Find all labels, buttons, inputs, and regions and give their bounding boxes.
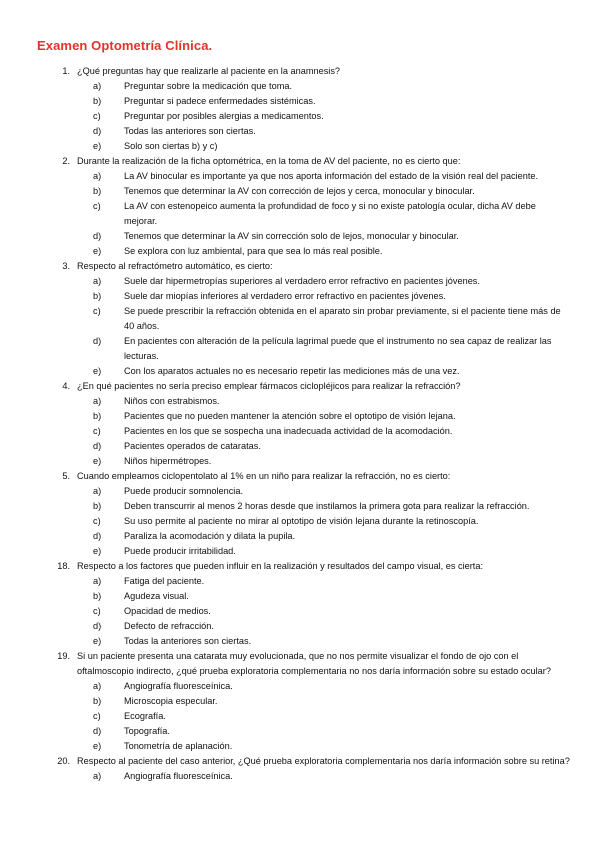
- option-letter: b): [93, 591, 102, 601]
- option-letter: d): [93, 126, 102, 136]
- answer-option: [77, 499, 570, 514]
- option-text: Con los aparatos actuales no es necesario repetir las mediciones más de una vez.: [124, 366, 460, 376]
- question-item: [37, 649, 570, 754]
- answer-option: [77, 109, 570, 124]
- option-text: Angiografía fluoresceínica.: [124, 681, 233, 691]
- option-list: [77, 169, 570, 259]
- option-letter: c): [93, 306, 101, 316]
- question-item: [37, 259, 570, 379]
- option-letter: a): [93, 81, 102, 91]
- option-text: Se puede prescribir la refracción obtenida en el aparato sin probar previamente, si el paciente tiene más de 40 años.: [124, 306, 561, 331]
- option-letter: b): [93, 291, 102, 301]
- option-text: Puede producir irritabilidad.: [124, 546, 236, 556]
- question-list: [37, 64, 570, 784]
- question-text: Respecto al paciente del caso anterior, ¿Qué prueba exploratoria complementaria nos daría información sobre su retina?: [77, 756, 570, 766]
- option-text: Todas las anteriores son ciertas.: [124, 126, 256, 136]
- option-letter: e): [93, 546, 102, 556]
- option-letter: d): [93, 726, 102, 736]
- answer-option: [77, 769, 570, 784]
- question-body: [77, 154, 570, 259]
- option-text: Su uso permite al paciente no mirar al optotipo de visión lejana durante la retinoscopía.: [124, 516, 479, 526]
- option-letter: e): [93, 141, 102, 151]
- answer-option: [77, 409, 570, 424]
- question-text: ¿En qué pacientes no sería preciso emplear fármacos ciclopléjicos para realizar la refracción?: [77, 381, 461, 391]
- question-number: 3.: [62, 261, 70, 271]
- answer-option: [77, 394, 570, 409]
- question-number: 2.: [62, 156, 70, 166]
- option-text: Niños con estrabismos.: [124, 396, 220, 406]
- answer-option: [77, 619, 570, 634]
- question-body: [77, 64, 570, 154]
- option-letter: c): [93, 516, 101, 526]
- option-text: Suele dar miopías inferiores al verdadero error refractivo en pacientes jóvenes.: [124, 291, 446, 301]
- question-number: 18.: [57, 561, 70, 571]
- option-letter: c): [93, 111, 101, 121]
- option-letter: d): [93, 231, 102, 241]
- option-text: Tenemos que determinar la AV sin corrección solo de lejos, monocular y binocular.: [124, 231, 459, 241]
- question-number: 20.: [57, 756, 70, 766]
- option-text: Pacientes en los que se sospecha una inadecuada actividad de la acomodación.: [124, 426, 453, 436]
- answer-option: [77, 169, 570, 184]
- question-item: [37, 379, 570, 469]
- question-body: [77, 379, 570, 469]
- answer-option: [77, 589, 570, 604]
- option-letter: d): [93, 336, 102, 346]
- answer-option: [77, 634, 570, 649]
- answer-option: [77, 229, 570, 244]
- question-item: [37, 64, 570, 154]
- question-number: 1.: [62, 66, 70, 76]
- option-text: Solo son ciertas b) y c): [124, 141, 218, 151]
- question-text: Durante la realización de la ficha optométrica, en la toma de AV del paciente, no es cierto que:: [77, 156, 461, 166]
- option-text: Todas la anteriores son ciertas.: [124, 636, 252, 646]
- answer-option: [77, 484, 570, 499]
- answer-option: [77, 139, 570, 154]
- option-list: [77, 394, 570, 469]
- option-text: Suele dar hipermetropías superiores al verdadero error refractivo en pacientes jóvenes.: [124, 276, 480, 286]
- answer-option: [77, 514, 570, 529]
- document-title: Examen Optometría Clínica.: [37, 38, 213, 53]
- option-letter: e): [93, 456, 102, 466]
- question-body: [77, 559, 570, 649]
- answer-option: [77, 199, 570, 229]
- option-letter: a): [93, 396, 102, 406]
- option-letter: d): [93, 621, 102, 631]
- question-number: 19.: [57, 651, 70, 661]
- question-body: [77, 469, 570, 559]
- option-list: [77, 679, 570, 754]
- question-text: Cuando empleamos ciclopentolato al 1% en un niño para realizar la refracción, no es cierto:: [77, 471, 451, 481]
- answer-option: [77, 604, 570, 619]
- answer-option: [77, 184, 570, 199]
- option-list: [77, 769, 570, 784]
- answer-option: [77, 364, 570, 379]
- option-letter: e): [93, 741, 102, 751]
- answer-option: [77, 529, 570, 544]
- option-list: [77, 574, 570, 649]
- answer-option: [77, 739, 570, 754]
- question-text: Respecto al refractómetro automático, es cierto:: [77, 261, 273, 271]
- question-item: [37, 754, 570, 784]
- option-text: Defecto de refracción.: [124, 621, 214, 631]
- option-text: Tonometría de aplanación.: [124, 741, 233, 751]
- answer-option: [77, 244, 570, 259]
- option-letter: d): [93, 531, 102, 541]
- option-text: Tenemos que determinar la AV con corrección de lejos y cerca, monocular y binocular.: [124, 186, 475, 196]
- option-text: Paraliza la acomodación y dilata la pupila.: [124, 531, 296, 541]
- answer-option: [77, 454, 570, 469]
- question-text: ¿Qué preguntas hay que realizarle al paciente en la anamnesis?: [77, 66, 341, 76]
- option-text: Preguntar sobre la medicación que toma.: [124, 81, 293, 91]
- option-text: Preguntar por posibles alergias a medicamentos.: [124, 111, 324, 121]
- option-letter: a): [93, 576, 102, 586]
- answer-option: [77, 574, 570, 589]
- option-letter: c): [93, 201, 101, 211]
- question-text: Si un paciente presenta una catarata muy evolucionada, que no nos permite visualizar el fondo de ojo con el oftalmoscopio indirecto, ¿qué prueba exploratoria complementaria no nos daría información sobre su estado ocular?: [77, 651, 551, 676]
- answer-option: [77, 304, 570, 334]
- answer-option: [77, 94, 570, 109]
- option-list: [77, 274, 570, 379]
- option-text: Puede producir somnolencia.: [124, 486, 243, 496]
- option-text: Se explora con luz ambiental, para que sea lo más real posible.: [124, 246, 383, 256]
- question-item: [37, 559, 570, 649]
- option-letter: b): [93, 96, 102, 106]
- question-text: Respecto a los factores que pueden influir en la realización y resultados del campo visual, es cierta:: [77, 561, 484, 571]
- option-letter: c): [93, 606, 101, 616]
- option-text: Microscopia especular.: [124, 696, 218, 706]
- answer-option: [77, 709, 570, 724]
- option-text: Angiografía fluoresceínica.: [124, 771, 233, 781]
- option-text: Deben transcurrir al menos 2 horas desde que instilamos la primera gota para realizar la refracción.: [124, 501, 530, 511]
- answer-option: [77, 724, 570, 739]
- option-text: Agudeza visual.: [124, 591, 189, 601]
- answer-option: [77, 334, 570, 364]
- option-text: Fatiga del paciente.: [124, 576, 205, 586]
- option-letter: a): [93, 276, 102, 286]
- option-letter: b): [93, 411, 102, 421]
- option-letter: a): [93, 771, 102, 781]
- question-number: 5.: [62, 471, 70, 481]
- option-letter: e): [93, 636, 102, 646]
- answer-option: [77, 544, 570, 559]
- option-letter: a): [93, 171, 102, 181]
- option-letter: e): [93, 366, 102, 376]
- option-text: Topografía.: [124, 726, 170, 736]
- question-body: [77, 754, 570, 784]
- option-text: Ecografía.: [124, 711, 166, 721]
- option-text: Preguntar si padece enfermedades sistémicas.: [124, 96, 316, 106]
- question-body: [77, 649, 570, 754]
- option-letter: a): [93, 486, 102, 496]
- question-item: [37, 469, 570, 559]
- option-letter: c): [93, 426, 101, 436]
- answer-option: [77, 124, 570, 139]
- question-body: [77, 259, 570, 379]
- option-text: Pacientes que no pueden mantener la atención sobre el optotipo de visión lejana.: [124, 411, 456, 421]
- option-letter: b): [93, 186, 102, 196]
- option-list: [77, 79, 570, 154]
- option-text: Niños hipermétropes.: [124, 456, 212, 466]
- answer-option: [77, 679, 570, 694]
- option-text: Opacidad de medios.: [124, 606, 211, 616]
- answer-option: [77, 79, 570, 94]
- option-letter: b): [93, 696, 102, 706]
- option-letter: a): [93, 681, 102, 691]
- question-item: [37, 154, 570, 259]
- option-list: [77, 484, 570, 559]
- option-text: En pacientes con alteración de la película lagrimal puede que el instrumento no sea capaz de realizar las lecturas.: [124, 336, 552, 361]
- option-letter: d): [93, 441, 102, 451]
- option-letter: c): [93, 711, 101, 721]
- answer-option: [77, 439, 570, 454]
- answer-option: [77, 694, 570, 709]
- answer-option: [77, 289, 570, 304]
- option-text: La AV binocular es importante ya que nos aporta información del estado de la visión real del paciente.: [124, 171, 539, 181]
- option-text: Pacientes operados de cataratas.: [124, 441, 261, 451]
- option-letter: b): [93, 501, 102, 511]
- answer-option: [77, 424, 570, 439]
- answer-option: [77, 274, 570, 289]
- option-text: La AV con estenopeico aumenta la profundidad de foco y si no existe patología ocular, dicha AV debe mejorar.: [124, 201, 536, 226]
- option-letter: e): [93, 246, 102, 256]
- question-number: 4.: [62, 381, 70, 391]
